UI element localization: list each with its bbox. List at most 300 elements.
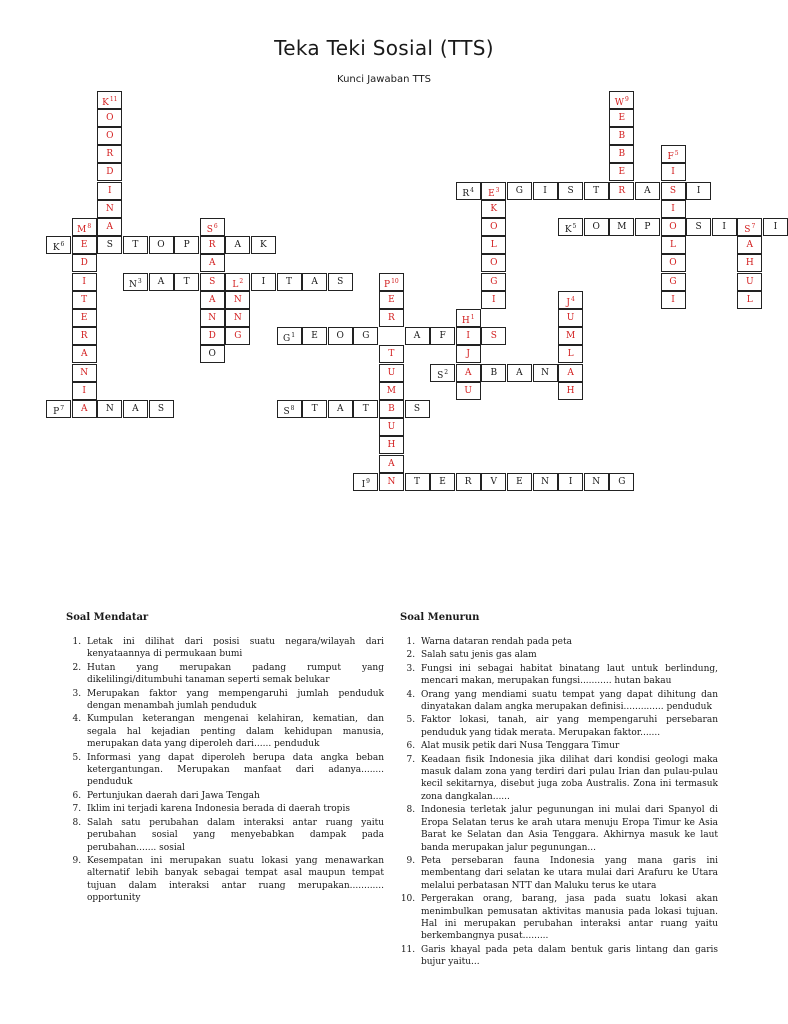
grid-cell-letter: A (106, 221, 114, 232)
grid-cell-letter: L (567, 349, 574, 360)
grid-cell-letter: F (439, 331, 446, 342)
grid-cell (558, 309, 583, 327)
grid-cell-letter: P (384, 279, 391, 290)
grid-cell (72, 345, 97, 363)
grid-cell-letter: E (488, 188, 495, 199)
grid-cell (481, 273, 506, 291)
grid-cell-letter: T (388, 349, 395, 360)
grid-cell-letter: E (618, 167, 626, 178)
grid-cell-number: 7 (751, 222, 756, 230)
grid-cell-letter: U (464, 385, 472, 396)
grid-cell (481, 182, 506, 200)
grid-cell-letter: R (388, 312, 395, 323)
grid-cell-letter: O (157, 240, 165, 251)
grid-cell-number: 8 (290, 404, 295, 412)
grid-cell-letter: V (490, 476, 498, 487)
grid-cell-letter: D (106, 167, 114, 178)
grid-cell-letter: N (80, 367, 89, 378)
grid-cell (277, 273, 302, 291)
grid-cell (481, 364, 506, 382)
grid-cell (481, 473, 506, 491)
grid-cell-letter: A (157, 276, 165, 287)
grid-cell (737, 218, 762, 236)
mendatar-clue: 3. Merupakan faktor yang mempengaruhi jumlah penduduk dengan menambah jumlah penduduk (84, 688, 384, 713)
grid-cell (97, 163, 122, 181)
grid-cell-letter: L (490, 240, 497, 251)
grid-cell (507, 473, 532, 491)
grid-cell (97, 400, 122, 418)
menurun-clue: 4. Orang yang mendiami suatu tempat yang dapat dihitung dan dinyatakan dalam angka merupakan definisi.............. penduduk (418, 689, 718, 714)
grid-cell (430, 473, 455, 491)
grid-cell (405, 400, 430, 418)
grid-cell (609, 473, 634, 491)
grid-cell-letter: S (283, 406, 290, 417)
grid-cell-letter: M (386, 385, 396, 396)
grid-cell (225, 309, 250, 327)
grid-cell-letter: A (746, 240, 754, 251)
grid-cell-letter: K (260, 240, 267, 251)
grid-cell-letter: A (311, 276, 318, 287)
grid-cell (533, 364, 558, 382)
grid-cell-letter: S (413, 403, 421, 414)
grid-cell-letter: I (671, 203, 675, 214)
grid-cell-letter: I (108, 185, 112, 196)
menurun-clue: 10. Pergerakan orang, barang, jasa pada suatu lokasi akan menimbulkan pemusatan aktivitas manusia pada lokasi tujuan. Hal ini merupakan perubahan interaksi antar ruang yaitu berkembangnya pusat......... (418, 893, 718, 943)
grid-cell-letter: B (490, 367, 498, 378)
grid-cell (46, 400, 71, 418)
grid-cell-letter: G (234, 331, 242, 342)
grid-cell (661, 182, 686, 200)
grid-cell-letter: I (671, 294, 675, 305)
grid-cell-number: 5 (674, 150, 679, 158)
grid-cell-letter: G (515, 185, 523, 196)
grid-cell (661, 254, 686, 272)
grid-cell-letter: G (618, 476, 626, 487)
grid-cell (379, 436, 404, 454)
grid-cell (481, 218, 506, 236)
grid-cell-number: 6 (60, 241, 65, 249)
grid-cell (72, 291, 97, 309)
grid-cell-letter: O (669, 258, 677, 269)
grid-cell (353, 327, 378, 345)
grid-cell-number: 1 (470, 313, 475, 321)
grid-cell (763, 218, 788, 236)
grid-cell-letter: E (516, 476, 523, 487)
grid-cell (200, 254, 225, 272)
grid-cell-letter: N (541, 367, 549, 378)
grid-cell-letter: T (183, 276, 190, 287)
grid-cell-letter: H (745, 258, 754, 269)
grid-cell (507, 364, 532, 382)
grid-cell (225, 291, 250, 309)
grid-cell (609, 91, 634, 109)
grid-cell-letter: D (80, 258, 88, 269)
grid-cell-letter: B (618, 149, 626, 160)
grid-cell (97, 145, 122, 163)
grid-cell (379, 418, 404, 436)
grid-cell (251, 273, 276, 291)
grid-cell-letter: A (80, 403, 88, 414)
grid-cell-number: 6 (213, 222, 218, 230)
menurun-clue: 6. Alat musik petik dari Nusa Tenggara Timur (418, 740, 718, 752)
grid-cell (379, 455, 404, 473)
grid-cell-letter: T (285, 276, 292, 287)
grid-cell-letter: P (53, 406, 60, 417)
grid-cell-letter: S (157, 403, 165, 414)
grid-cell-number: 3 (495, 186, 500, 194)
grid-cell (661, 218, 686, 236)
grid-cell (481, 254, 506, 272)
grid-cell (456, 309, 481, 327)
grid-cell (379, 309, 404, 327)
grid-cell-letter: R (618, 185, 626, 196)
grid-cell (174, 273, 199, 291)
grid-cell (302, 273, 327, 291)
grid-cell-letter: T (362, 403, 369, 414)
grid-cell (405, 473, 430, 491)
grid-cell (737, 273, 762, 291)
menurun-clue-list (400, 636, 718, 970)
grid-cell (379, 473, 404, 491)
grid-cell-letter: R (208, 240, 216, 251)
grid-cell-letter: N (387, 476, 396, 487)
grid-cell-letter: S (490, 331, 497, 342)
grid-cell (72, 309, 97, 327)
grid-cell (328, 400, 353, 418)
grid-cell (97, 218, 122, 236)
grid-cell-letter: A (336, 403, 344, 414)
grid-cell-letter: P (183, 240, 190, 251)
grid-cell-letter: I (492, 294, 496, 305)
grid-cell-letter: O (669, 221, 677, 232)
mendatar-clue: 9. Kesempatan ini merupakan suatu lokasi yang menawarkan alternatif lebih banyak sebagai tempat asal maupun tempat tujuan dalam interaksi antar ruang merupakan............ opportunity (84, 855, 384, 905)
grid-cell (558, 327, 583, 345)
grid-cell-letter: E (311, 331, 318, 342)
grid-cell-number: 11 (109, 95, 118, 103)
grid-cell-letter: O (592, 221, 600, 232)
grid-cell (97, 91, 122, 109)
grid-cell (661, 163, 686, 181)
grid-cell (149, 273, 174, 291)
grid-cell-letter: F (667, 152, 674, 163)
page-title: Teka Teki Sosial (TTS) (274, 36, 494, 60)
grid-cell (328, 327, 353, 345)
grid-cell-letter: A (644, 185, 651, 196)
grid-cell-letter: T (593, 185, 600, 196)
grid-cell (123, 400, 148, 418)
menurun-clue: 11. Garis khayal pada peta dalam bentuk garis lintang dan garis bujur yaitu... (418, 944, 718, 969)
grid-cell-letter: P (644, 221, 651, 232)
grid-cell-letter: I (722, 221, 726, 232)
grid-cell-letter: T (413, 476, 420, 487)
grid-cell-letter: U (387, 367, 396, 378)
grid-cell-letter: A (80, 349, 88, 360)
mendatar-clue: 5. Informasi yang dapat diperoleh berupa data angka beban ketergantungan. Merupakan manfaat dari adanya........ penduduk (84, 752, 384, 789)
mendatar-clue: 1. Letak ini dilihat dari posisi suatu negara/wilayah dari kenyataannya di permukaan bumi (84, 636, 384, 661)
grid-cell-letter: K (490, 203, 498, 214)
grid-cell-number: 1 (291, 332, 296, 340)
grid-cell (123, 273, 148, 291)
menurun-clue: 3. Fungsi ini sebagai habitat binatang laut untuk berlindung, mencari makan, merupakan fungsi........... hutan bakau (418, 663, 718, 688)
grid-cell-letter: I (361, 479, 366, 490)
grid-cell-letter: E (618, 112, 626, 123)
grid-cell (405, 327, 430, 345)
grid-cell (661, 291, 686, 309)
grid-cell-letter: G (282, 334, 291, 345)
grid-cell-letter: L (670, 240, 676, 251)
grid-cell-number: 4 (570, 295, 575, 303)
grid-cell-number: 2 (239, 277, 244, 285)
grid-cell-letter: H (387, 440, 396, 451)
grid-cell (635, 218, 660, 236)
menurun-clue: 7. Keadaan fisik Indonesia jika dilihat dari kondisi geologi maka masuk dalam zona yang terdiri dari pulau Irian dan pulau-pulau kecil sekitarnya, disebut juga zoba Australis. Zona ini termasuk zona dangkalan...... (418, 754, 718, 804)
grid-cell (456, 364, 481, 382)
grid-cell (456, 182, 481, 200)
grid-cell (97, 200, 122, 218)
grid-cell (328, 273, 353, 291)
grid-cell (72, 218, 97, 236)
grid-cell (661, 145, 686, 163)
grid-cell (379, 400, 404, 418)
grid-cell (225, 327, 250, 345)
grid-cell (379, 273, 404, 291)
menurun-clue: 8. Indonesia terletak jalur pegunungan ini mulai dari Spanyol di Eropa Selatan terus ke arah utara menuju Eropa Timur ke Asia Barat ke Selatan dan Asia Tenggara. Akhirnya masuk ke laut banda merupakan jalur pegunungan... (418, 804, 718, 854)
grid-cell-letter: G (490, 276, 498, 287)
mendatar-clue: 8. Salah satu perubahan dalam interaksi antar ruang yaitu perubahan sosial yang menyebabkan dampak pada perubahan....... sosial (84, 817, 384, 854)
grid-cell (46, 236, 71, 254)
grid-cell-letter: A (208, 258, 216, 269)
grid-cell-letter: N (233, 294, 242, 305)
grid-cell-letter: S (669, 185, 677, 196)
grid-cell (302, 400, 327, 418)
grid-cell-letter: N (105, 403, 114, 414)
grid-cell-number: 9 (366, 477, 370, 485)
grid-cell-letter: N (208, 312, 217, 323)
grid-cell-letter: O (208, 349, 216, 360)
grid-cell (481, 327, 506, 345)
grid-cell (558, 364, 583, 382)
grid-cell (149, 236, 174, 254)
grid-cell (200, 309, 225, 327)
grid-cell (277, 400, 302, 418)
grid-cell (584, 182, 609, 200)
grid-cell (584, 218, 609, 236)
grid-cell (558, 218, 583, 236)
grid-cell-letter: U (746, 276, 754, 287)
mendatar-clue: 7. Iklim ini terjadi karena Indonesia berada di daerah tropis (84, 803, 384, 815)
page-subtitle: Kunci Jawaban TTS (337, 74, 431, 85)
grid-cell-letter: K (564, 224, 572, 235)
menurun-clue: 1. Warna dataran rendah pada peta (418, 636, 718, 648)
grid-cell-number: 7 (60, 404, 65, 412)
grid-cell (481, 200, 506, 218)
grid-cell-number: 5 (572, 222, 577, 230)
grid-cell-letter: I (773, 221, 778, 232)
grid-cell (97, 236, 122, 254)
grid-cell (72, 364, 97, 382)
grid-cell-letter: I (671, 167, 675, 178)
grid-cell-letter: T (311, 403, 318, 414)
grid-cell-letter: E (80, 312, 88, 323)
grid-cell-letter: I (82, 276, 86, 287)
grid-cell (97, 127, 122, 145)
grid-cell (225, 273, 250, 291)
grid-cell (533, 182, 558, 200)
grid-cell-letter: O (106, 112, 114, 123)
grid-cell-letter: H (461, 315, 470, 326)
grid-cell (558, 382, 583, 400)
menurun-clue: 2. Salah satu jenis gas alam (418, 649, 718, 661)
grid-cell (72, 400, 97, 418)
grid-cell-letter: K (102, 97, 109, 108)
grid-cell-number: 10 (391, 277, 399, 285)
grid-cell (174, 236, 199, 254)
grid-cell-number: 9 (625, 95, 629, 103)
grid-cell-letter: E (388, 294, 395, 305)
grid-cell (481, 291, 506, 309)
grid-cell-letter: A (132, 403, 139, 414)
grid-cell-letter: U (387, 422, 396, 433)
grid-cell-letter: N (233, 312, 242, 323)
grid-cell (379, 345, 404, 363)
grid-cell-letter: T (132, 240, 139, 251)
grid-cell-letter: I (543, 185, 547, 196)
grid-cell-letter: B (388, 403, 395, 414)
grid-cell (686, 218, 711, 236)
menurun-heading: Soal Menurun (400, 612, 480, 623)
grid-cell (558, 473, 583, 491)
grid-cell-number: 4 (470, 186, 474, 194)
grid-cell-letter: R (464, 476, 472, 487)
mendatar-clue: 4. Kumpulan keterangan mengenai kelahiran, kematian, dan segala hal kejadian penting dalam kehidupan manusia, merupakan data yang diperoleh dari...... penduduk (84, 713, 384, 750)
grid-cell-letter: K (52, 243, 60, 254)
grid-cell-letter: S (695, 221, 702, 232)
grid-cell-letter: I (261, 276, 266, 287)
grid-cell (456, 382, 481, 400)
grid-cell-letter: A (388, 458, 395, 469)
grid-cell (481, 236, 506, 254)
grid-cell-number: 8 (87, 222, 92, 230)
grid-cell (72, 254, 97, 272)
grid-cell-letter: W (614, 97, 625, 108)
grid-cell-letter: S (106, 240, 113, 251)
menurun-clue: 9. Peta persebaran fauna Indonesia yang mana garis ini membentang dari selatan ke utara mulai dari Arafuru ke Utara melalui perbatasan NTT dan Maluku terus ke utara (418, 855, 718, 892)
grid-cell-letter: O (490, 221, 498, 232)
grid-cell (200, 236, 225, 254)
grid-cell (456, 345, 481, 363)
grid-cell-letter: I (466, 331, 470, 342)
grid-cell (430, 327, 455, 345)
grid-cell (72, 273, 97, 291)
grid-cell (200, 345, 225, 363)
grid-cell (686, 182, 711, 200)
grid-cell-letter: U (566, 312, 575, 323)
grid-cell (737, 236, 762, 254)
grid-cell (379, 291, 404, 309)
grid-cell-letter: L (746, 294, 753, 305)
grid-cell-letter: N (592, 476, 601, 487)
grid-cell-letter: S (437, 370, 444, 381)
grid-cell (123, 236, 148, 254)
grid-cell-number: 2 (444, 368, 449, 376)
grid-cell-letter: S (337, 276, 344, 287)
grid-cell (737, 254, 762, 272)
grid-cell (97, 109, 122, 127)
grid-cell (609, 182, 634, 200)
grid-cell (302, 327, 327, 345)
grid-cell-letter: H (566, 385, 575, 396)
grid-cell-letter: N (541, 476, 549, 487)
grid-cell (379, 364, 404, 382)
grid-cell-letter: R (106, 149, 114, 160)
grid-cell-letter: A (516, 367, 523, 378)
menurun-clue: 5. Faktor lokasi, tanah, air yang mempengaruhi persebaran penduduk yang tidak merata. Merupakan faktor....... (418, 714, 718, 739)
grid-cell-letter: B (618, 130, 626, 141)
grid-cell (661, 200, 686, 218)
grid-cell (430, 364, 455, 382)
grid-cell (609, 127, 634, 145)
grid-cell-letter: O (490, 258, 498, 269)
grid-cell (609, 145, 634, 163)
grid-cell-letter: T (81, 294, 88, 305)
grid-cell (609, 163, 634, 181)
grid-cell (97, 182, 122, 200)
grid-cell (353, 473, 378, 491)
grid-cell (149, 400, 174, 418)
grid-cell (200, 273, 225, 291)
grid-cell-letter: L (232, 279, 239, 290)
grid-cell (712, 218, 737, 236)
grid-cell (72, 327, 97, 345)
mendatar-clue: 6. Pertunjukan daerah dari Jawa Tengah (84, 790, 384, 802)
grid-cell-letter: E (80, 240, 88, 251)
mendatar-clue-list (66, 636, 384, 906)
grid-cell (379, 382, 404, 400)
grid-cell (609, 218, 634, 236)
grid-cell-letter: M (617, 221, 627, 232)
grid-cell (72, 236, 97, 254)
grid-cell-letter: A (208, 294, 216, 305)
grid-cell (251, 236, 276, 254)
grid-cell-letter: S (744, 224, 751, 235)
grid-cell (200, 291, 225, 309)
grid-cell (558, 182, 583, 200)
grid-cell (533, 473, 558, 491)
grid-cell (609, 109, 634, 127)
grid-cell (661, 273, 686, 291)
grid-cell (72, 382, 97, 400)
grid-cell-letter: A (413, 331, 421, 342)
grid-cell (200, 218, 225, 236)
grid-cell-letter: S (209, 276, 216, 287)
grid-cell-letter: S (206, 224, 213, 235)
mendatar-clue: 2. Hutan yang merupakan padang rumput yang dikelilingi/ditumbuhi tanaman seperti semak belukar (84, 662, 384, 687)
grid-cell-letter: I (82, 385, 86, 396)
grid-cell-number: 3 (137, 277, 142, 285)
grid-cell-letter: E (439, 476, 446, 487)
grid-cell (507, 182, 532, 200)
grid-cell-letter: D (208, 331, 216, 342)
grid-cell-letter: J (466, 349, 470, 360)
grid-cell (456, 473, 481, 491)
grid-cell-letter: J (566, 297, 570, 308)
grid-cell-letter: A (234, 240, 242, 251)
grid-cell-letter: S (567, 185, 574, 196)
grid-cell (225, 236, 250, 254)
grid-cell (635, 182, 660, 200)
grid-cell-letter: G (362, 331, 370, 342)
grid-cell-letter: O (106, 130, 114, 141)
